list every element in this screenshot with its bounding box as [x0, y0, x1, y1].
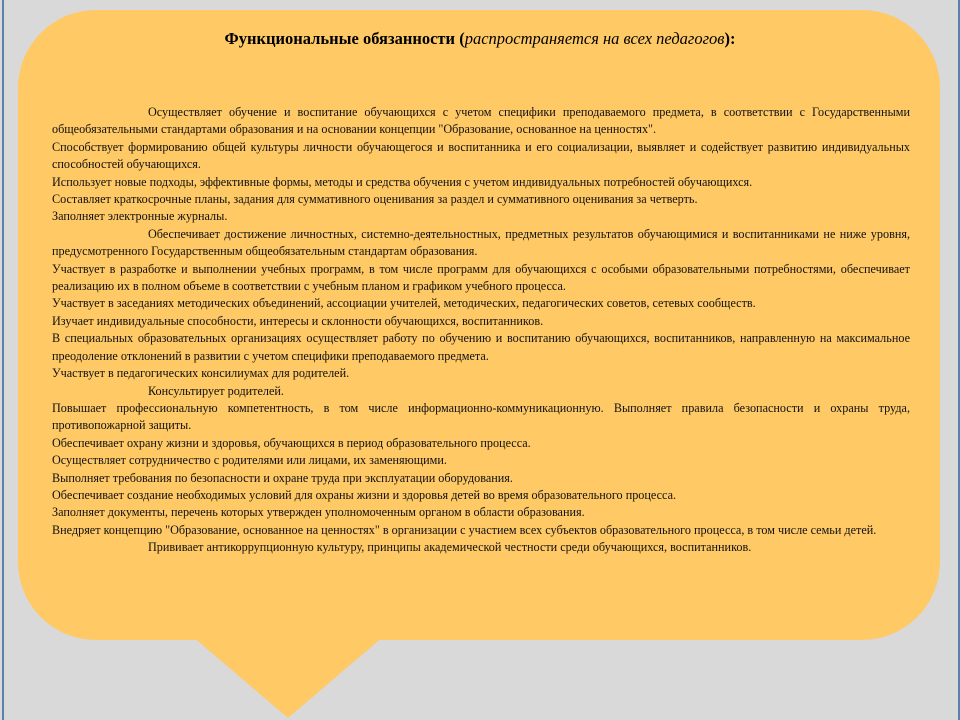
- duty-paragraph: Заполняет документы, перечень которых утвержден уполномоченным органом в области образования.: [52, 505, 585, 520]
- duty-paragraph: Обеспечивает достижение личностных, системно-деятельностных, предметных результатов обучающимися и воспитанниками не ниже уровня, предусмотренного Государственным общеобязательным стандартам образования.: [52, 226, 910, 259]
- duty-paragraph: Участвует в разработке и выполнении учебных программ, в том числе программ для обучающихся с особыми образовательными потребностями, обеспечивает реализацию их в полном объеме в соответствии с учебным планом и графиком учебного процесса.: [52, 261, 910, 294]
- title-subtitle: распространяется на всех педагогов: [464, 29, 725, 48]
- duty-paragraph: Повышает профессиональную компетентность, в том числе информационно-коммуникационную. Выполняет правила безопасности и охраны труда, противопожарной защиты.: [52, 400, 910, 433]
- title-main: Функциональные обязанности: [224, 29, 456, 48]
- duty-paragraph: Осуществляет обучение и воспитание обучающихся с учетом специфики преподаваемого предмета, в соответствии с Государственными общеобязательными стандартами образования и на основании концепции "Образование, основанное на ценностях".: [52, 105, 910, 137]
- title-open-paren: (: [455, 29, 465, 48]
- duty-paragraph: Использует новые подходы, эффективные формы, методы и средства обучения с учетом индивидуальных потребностей обучающихся.: [52, 174, 753, 189]
- duties-text: [52, 104, 910, 557]
- duty-paragraph: Способствует формированию общей культуры личности обучающегося и воспитанника и его социализации, выявляет и содействует развитию индивидуальных способностей обучающихся.: [52, 139, 910, 172]
- duty-paragraph: Обеспечивает охрану жизни и здоровья, обучающихся в период образовательного процесса.: [52, 435, 531, 450]
- duty-paragraph: Прививает антикоррупционную культуру, принципы академической честности среди обучающихся, воспитанников.: [148, 540, 752, 555]
- duty-paragraph: Обеспечивает создание необходимых условий для охраны жизни и здоровья детей во время образовательного процесса.: [52, 487, 677, 502]
- duty-paragraph: Внедряет концепцию "Образование, основанное на ценностях" в организации с участием всех субъектов образовательного процесса, в том числе семьи детей.: [52, 522, 877, 537]
- duty-paragraph: Заполняет электронные журналы.: [52, 209, 228, 224]
- duty-paragraph: В специальных образовательных организациях осуществляет работу по обучению и воспитанию обучающихся, воспитанников, направленную на максимальное преодоление отклонений в развитии с учетом специфики преподаваемого предмета.: [52, 331, 910, 363]
- duty-paragraph: Составляет краткосрочные планы, задания для суммативного оценивания за раздел и суммативного оценивания за четверть.: [52, 192, 698, 207]
- duty-paragraph: Участвует в педагогических консилиумах для родителей.: [52, 366, 350, 381]
- duty-paragraph: Выполняет требования по безопасности и охране труда при эксплуатации оборудования.: [52, 470, 513, 485]
- slide-frame-left: [2, 0, 4, 720]
- duty-paragraph: Осуществляет сотрудничество с родителями или лицами, их заменяющими.: [52, 453, 447, 468]
- callout-tail: [192, 636, 384, 718]
- title-close: ):: [724, 29, 736, 48]
- slide-title: [0, 29, 960, 49]
- duty-paragraph: Изучает индивидуальные способности, интересы и склонности обучающихся, воспитанников.: [52, 313, 544, 328]
- duty-paragraph: Участвует в заседаниях методических объединений, ассоциации учителей, методических, педагогических советов, сетевых сообществ.: [52, 296, 756, 311]
- duty-paragraph: Консультирует родителей.: [148, 383, 284, 398]
